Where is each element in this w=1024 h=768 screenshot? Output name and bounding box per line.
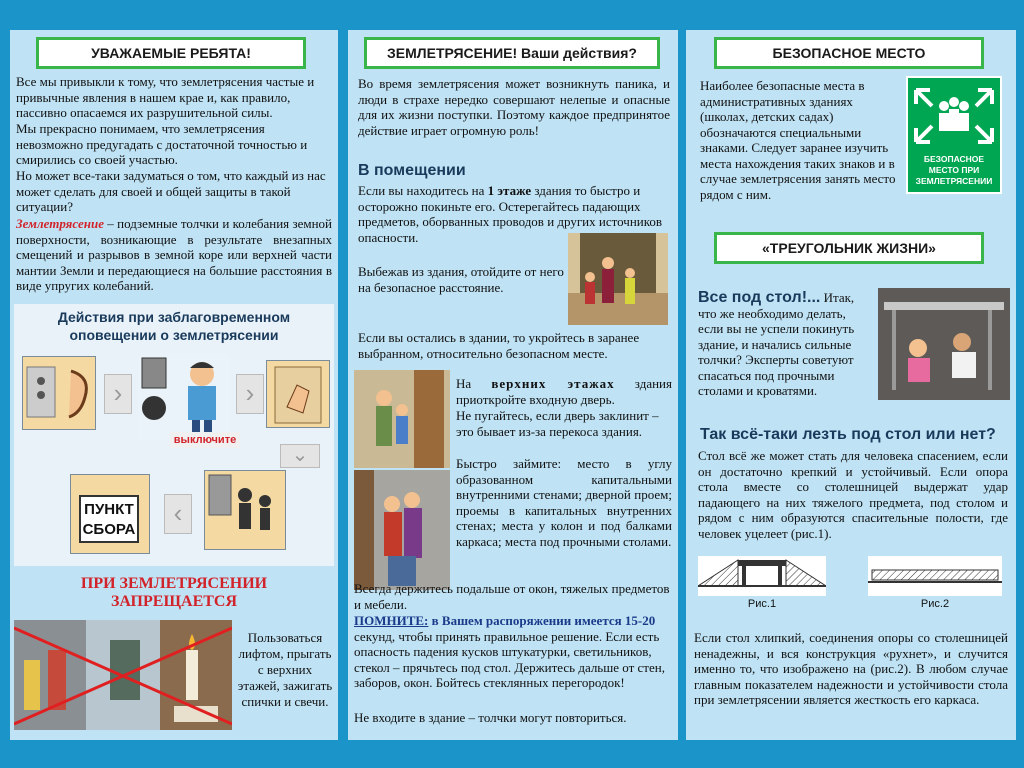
- hand-door-pictogram: [266, 360, 330, 428]
- assembly-people-icon: [908, 82, 1000, 148]
- stay-paragraph: Если вы остались в здании, то укройтесь в заранее выбранном, относительно безопасном месте.: [358, 330, 640, 361]
- down-arrow-icon: ⌄: [280, 444, 320, 468]
- upper-text-a: На: [456, 376, 492, 391]
- corner-photo: [354, 470, 450, 590]
- assembly-line-1: ПУНКТ: [84, 501, 134, 518]
- definition-text: – подземные толчки и колебания земной поверхности, возникающие в результате внезапных смещений и разрывов в земной коре или верхней части мантии Земли и передающиеся на большие расстояния в виде упругих колебаний.: [16, 216, 332, 293]
- column-actions: [348, 30, 678, 740]
- exit-photo: [568, 233, 668, 325]
- remember-text: секунд, чтобы принять правильное решение. Если есть опасность падения кусков штукатурки, светильников, стекол – прячьтесь под стол. Держитесь дальше от стен, заборов, окон. Бойтесь стеклянных перегородок!: [354, 628, 665, 690]
- people-exiting-icon: [568, 233, 668, 325]
- figure-1: [698, 556, 826, 610]
- paragraph-2: Мы прекрасно понимаем, что землетрясения невозможно предугадать с достаточной точностью и смирились со своей участью.: [16, 121, 308, 167]
- safe-place-paragraph: Наиболее безопасные места в административных зданиях (школах, детских садах) обозначаются специальными знаками. Следует заранее изучить места нахождения таких знаков и в случае землетрясения занять место рядом с ним.: [700, 78, 896, 202]
- doorway-photo: [354, 370, 450, 468]
- last-line: Не входите в здание – толчки могут повториться.: [354, 710, 627, 725]
- figure-1-caption: Рис.1: [747, 598, 777, 610]
- occupy-paragraph: Быстро займите: место в углу образованном капитальными внутренними стенами; дверной проем; проемы в капитальных внутренних стенах; места у колон и под балками каркаса; места под прочными столами.: [456, 456, 672, 549]
- next-arrow-icon-2: ›: [236, 374, 264, 414]
- people-leaving-icon: [205, 471, 285, 549]
- first-floor-text-a: Если вы находитесь на: [358, 183, 488, 198]
- forbidden-text: Пользоваться лифтом, прыгать с верхних этажей, зажигать спички и свечи.: [237, 630, 333, 709]
- forbidden-title: ПРИ ЗЕМЛЕТРЯСЕНИИ ЗАПРЕЩАЕТСЯ: [80, 575, 268, 610]
- sign-line-3: ЗЕМЛЕТРЯСЕНИИ: [915, 176, 993, 186]
- column-safe-place: [686, 30, 1016, 740]
- paragraph-3: Но может все-таки задуматься о том, что каждый из нас может сделать для своей и общей защиты в такой ситуации?: [16, 168, 326, 214]
- header-triangle-of-life: «ТРЕУГОЛЬНИК ЖИЗНИ»: [714, 232, 984, 264]
- assembly-point-sign: [70, 474, 150, 554]
- under-table-bold: Все под стол!...: [698, 289, 821, 306]
- upper-bold: верхних этажах: [491, 376, 615, 391]
- back-arrow-icon: ‹: [164, 494, 192, 534]
- actions-panel: [14, 304, 334, 566]
- column-intro: [10, 30, 338, 740]
- intro-paragraph: Все мы привыкли к тому, что землетрясения частые и привычные явления в нашем крае и, как правило, пассивно опасаемся их разрушительной силы.: [16, 74, 315, 120]
- sign-line-2: МЕСТО ПРИ: [928, 165, 980, 175]
- under-table-paragraph: [698, 290, 874, 399]
- windows-paragraph: Всегда держитесь подальше от окон, тяжелых предметов и мебели.: [354, 581, 670, 612]
- remember-paragraph: [354, 613, 672, 691]
- remember-label: ПОМНИТЕ:: [354, 613, 429, 628]
- final-paragraph: Если стол хлипкий, соединения опоры со столешницей ненадежны, и вся конструкция «рухнет», и случится именно то, что изображено на (рис.2). В любом случае главным показателем надежности и устойчивости стола при землетрясении является жесткость его каркаса.: [694, 630, 1008, 707]
- table-withstands-icon: [698, 556, 826, 596]
- next-arrow-icon: ›: [104, 374, 132, 414]
- switch-off-pictogram: [138, 354, 230, 440]
- upper-floors-paragraph: [456, 376, 672, 407]
- switch-off-label: выключите: [170, 432, 240, 448]
- header-safe-place: БЕЗОПАСНОЕ МЕСТО: [714, 37, 984, 69]
- forbidden-actions-icon: [14, 620, 232, 730]
- table-collapsed-icon: [868, 556, 1002, 596]
- assembly-line-2: СБОРА: [82, 521, 136, 538]
- alarm-pictogram: [22, 356, 96, 430]
- hand-door-icon: [267, 361, 329, 427]
- first-floor-bold: 1 этаже: [487, 183, 532, 198]
- assembly-point-label: [79, 495, 139, 543]
- family-doorway-icon: [354, 370, 450, 468]
- safe-place-sign: [906, 76, 1002, 194]
- panic-paragraph: Во время землетрясения может возникнуть паника, и люди в страхе нередко совершают нелепые и опасные для их жизни поступки. Поэтому каждое предпринятое действие играет огромную роль!: [358, 76, 670, 138]
- under-table-text: Итак, что же необходимо делать, если вы не успели покинуть здание, и начались сильные толчки? Эксперты советуют спасаться под прочными столами и кроватями.: [698, 290, 855, 398]
- question-title: Так всё-таки лезть под стол или нет?: [700, 426, 996, 443]
- exit-paragraph: Выбежав из здания, отойдите от него на безопасное расстояние.: [358, 264, 564, 295]
- first-floor-text-b: здания то быстро и осторожно покиньте его. Остерегайтесь падающих предметов, оборванных проводов и других источников опасности.: [358, 183, 663, 245]
- header-dear-kids: УВАЖАЕМЫЕ РЕБЯТА!: [36, 37, 306, 69]
- remember-bold: в Вашем распоряжении имеется 15-20: [428, 613, 656, 628]
- definition-paragraph: [16, 216, 332, 294]
- kids-under-desk-icon: [878, 288, 1010, 400]
- safe-sign-text: [908, 154, 1000, 187]
- under-table-photo: [878, 288, 1010, 400]
- figure-2: [868, 556, 1002, 610]
- forbidden-photos: [14, 620, 232, 730]
- upper-text-b: здания приоткройте входную дверь.: [456, 376, 672, 407]
- sign-line-1: БЕЗОПАСНОЕ: [923, 154, 985, 164]
- family-corner-icon: [354, 470, 450, 590]
- figure-2-caption: Рис.2: [920, 598, 950, 610]
- boy-switch-icon: [138, 354, 230, 440]
- actions-title: Действия при заблаговременном оповещении о землетрясении: [57, 309, 291, 343]
- ear-alarm-icon: [23, 357, 95, 429]
- definition-term: Землетрясение: [16, 216, 104, 231]
- door-jam-paragraph: Не пугайтесь, если дверь заклинит – это бывает из-за перекоса здания.: [456, 408, 659, 439]
- evacuation-pictogram: [204, 470, 286, 550]
- header-your-actions: ЗЕМЛЕТРЯСЕНИЕ! Ваши действия?: [364, 37, 660, 69]
- indoor-title: В помещении: [358, 162, 466, 179]
- question-paragraph: Стол всё же может стать для человека спасением, если он достаточно крепкий и устойчивый. Если опора стола вместе со столешницей выдержат удар падающего на них тяжелого предмета, под столом и рядом с ним образуются спасительные полости, где человек уцелеет (рис.1).: [698, 448, 1008, 541]
